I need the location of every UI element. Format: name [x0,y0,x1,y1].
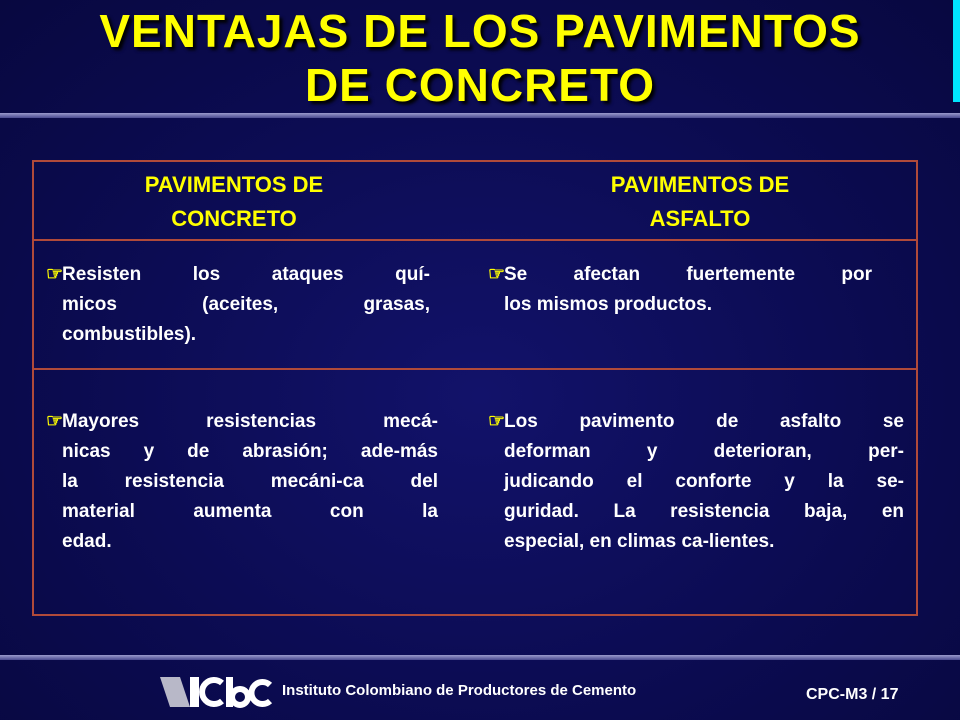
cell-line [46,260,430,290]
column-header-asfalto [520,168,880,236]
cell-line: micos (aceites, grasas, [62,294,430,315]
pointing-hand-icon: ☞ [488,264,506,285]
column-header-line: PAVIMENTOS DE [610,172,790,197]
cell-line: especial, en climas ca-lientes. [504,531,775,552]
column-header-line: PAVIMENTOS DE [144,172,324,197]
cell-line [488,407,904,437]
footer-institution: Instituto Colombiano de Productores de Cemento [282,682,637,699]
pointing-hand-icon: ☞ [46,264,64,285]
cell-row1-concreto [46,260,430,350]
top-divider [0,113,960,118]
slide-title-line-2: DE CONCRETO [304,59,656,111]
cell-row1-asfalto [488,260,872,320]
cell-line: deforman y deterioran, per- [504,441,904,462]
cell-line-text: Los pavimento de asfalto se [504,411,904,432]
pointing-hand-icon: ☞ [488,411,506,432]
column-header-concreto [54,168,414,236]
pointing-hand-icon: ☞ [46,411,64,432]
cell-line: combustibles). [62,324,197,345]
slide-title [20,4,940,112]
cell-line: edad. [62,531,112,552]
cell-row2-asfalto [488,407,904,557]
slide-title-line-1: VENTAJAS DE LOS PAVIMENTOS [99,5,861,57]
slide-number: CPC-M3 / 17 [806,686,899,703]
cell-line: guridad. La resistencia baja, en [504,501,904,522]
cell-line-text: Mayores resistencias mecá- [62,411,438,432]
cell-line: nicas y de abrasión; ade-más [62,441,438,462]
cell-line-text: Se afectan fuertemente por [504,264,872,285]
column-header-line: CONCRETO [171,206,297,231]
accent-bar [953,0,960,102]
icbc-logo [160,675,272,709]
cell-line: los mismos productos. [504,294,712,315]
table-row-divider [32,368,918,370]
cell-line: judicando el conforte y la se- [504,471,904,492]
cell-line-text: Resisten los ataques quí- [62,264,430,285]
bottom-divider [0,655,960,660]
cell-row2-concreto [46,407,438,557]
column-header-line: ASFALTO [649,206,751,231]
cell-line [46,407,438,437]
cell-line [488,260,872,290]
table-header-divider [32,239,918,241]
cell-line: material aumenta con la [62,501,438,522]
cell-line: la resistencia mecáni-ca del [62,471,438,492]
